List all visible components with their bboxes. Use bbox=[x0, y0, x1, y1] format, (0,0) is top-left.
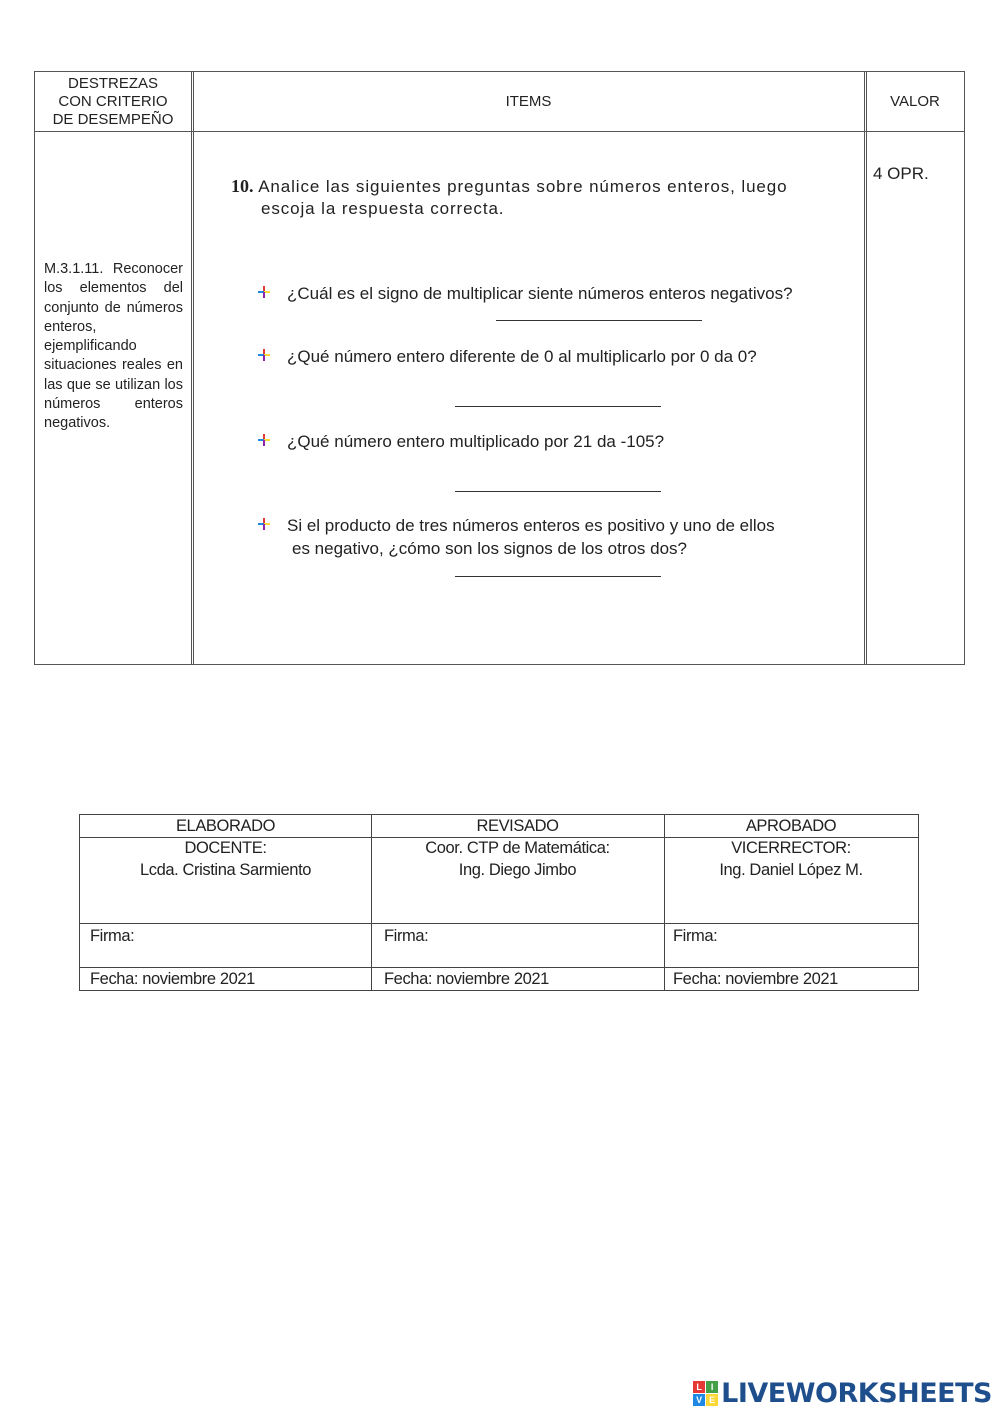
bullet-icon bbox=[257, 517, 271, 531]
firma-label: Firma: bbox=[384, 927, 429, 945]
bullet-icon bbox=[257, 433, 271, 447]
logo-icon: L I V E bbox=[693, 1381, 718, 1406]
fecha-label: Fecha: noviembre 2021 bbox=[90, 970, 255, 988]
firma-label: Firma: bbox=[90, 927, 135, 945]
signature-table bbox=[79, 814, 919, 991]
answer-blank[interactable] bbox=[455, 576, 661, 577]
column-divider bbox=[866, 72, 867, 664]
answer-blank[interactable] bbox=[496, 320, 702, 321]
header-divider bbox=[35, 131, 964, 132]
question-item-text: Si el producto de tres números enteros es positivo y uno de ellos bbox=[287, 516, 775, 535]
liveworksheets-logo[interactable] bbox=[693, 1378, 992, 1409]
fecha-label: Fecha: noviembre 2021 bbox=[384, 970, 549, 988]
column-divider bbox=[191, 72, 192, 664]
fecha-label: Fecha: noviembre 2021 bbox=[673, 970, 838, 988]
question-number: 10. bbox=[231, 176, 254, 196]
question-text-line2: escoja la respuesta correcta. bbox=[261, 199, 505, 218]
signer-role: VICERRECTOR: bbox=[731, 839, 851, 857]
skill-description: M.3.1.11. Reconocer los elementos del conjunto de números enteros, ejemplificando situaciones reales en las que se utilizan los números enteros negativos. bbox=[44, 261, 183, 432]
question-item-text: ¿Cuál es el signo de multiplicar siente números enteros negativos? bbox=[287, 284, 793, 303]
question-intro bbox=[231, 175, 856, 220]
answer-blank[interactable] bbox=[455, 406, 661, 407]
question-item-text: ¿Qué número entero multiplicado por 21 da -105? bbox=[287, 432, 665, 451]
signer-block bbox=[664, 837, 918, 881]
header-value: VALOR bbox=[890, 92, 940, 110]
signer-name: Ing. Diego Jimbo bbox=[458, 861, 577, 879]
signer-block bbox=[371, 837, 664, 881]
header-elaborado: ELABORADO bbox=[175, 817, 276, 835]
signer-role: Coor. CTP de Matemática: bbox=[425, 839, 610, 857]
header-items: ITEMS bbox=[505, 92, 552, 110]
header-skills-line: CON CRITERIO bbox=[58, 92, 168, 110]
header-aprobado: APROBADO bbox=[745, 817, 837, 835]
question-item-text: es negativo, ¿cómo son los signos de los otros dos? bbox=[292, 539, 687, 558]
signer-block bbox=[80, 837, 371, 881]
answer-blank[interactable] bbox=[455, 491, 661, 492]
item-value: 4 OPR. bbox=[873, 164, 929, 183]
logo-text: LIVEWORKSHEETS bbox=[721, 1378, 992, 1409]
bullet-icon bbox=[257, 348, 271, 362]
signer-role: DOCENTE: bbox=[184, 839, 267, 857]
question-text-line1: Analice las siguientes preguntas sobre números enteros, luego bbox=[258, 177, 788, 196]
header-skills-line: DE DESEMPEÑO bbox=[52, 110, 174, 128]
row-divider bbox=[80, 923, 918, 924]
column-divider bbox=[193, 72, 194, 664]
signer-name: Lcda. Cristina Sarmiento bbox=[139, 861, 312, 879]
column-divider bbox=[864, 72, 865, 664]
header-skills bbox=[35, 72, 191, 131]
header-skills-line: DESTREZAS bbox=[67, 74, 158, 92]
firma-label: Firma: bbox=[673, 927, 718, 945]
question-item-text: ¿Qué número entero diferente de 0 al multiplicarlo por 0 da 0? bbox=[287, 347, 757, 366]
header-revisado: REVISADO bbox=[476, 817, 559, 835]
signer-name: Ing. Daniel López M. bbox=[719, 861, 863, 879]
bullet-icon bbox=[257, 285, 271, 299]
